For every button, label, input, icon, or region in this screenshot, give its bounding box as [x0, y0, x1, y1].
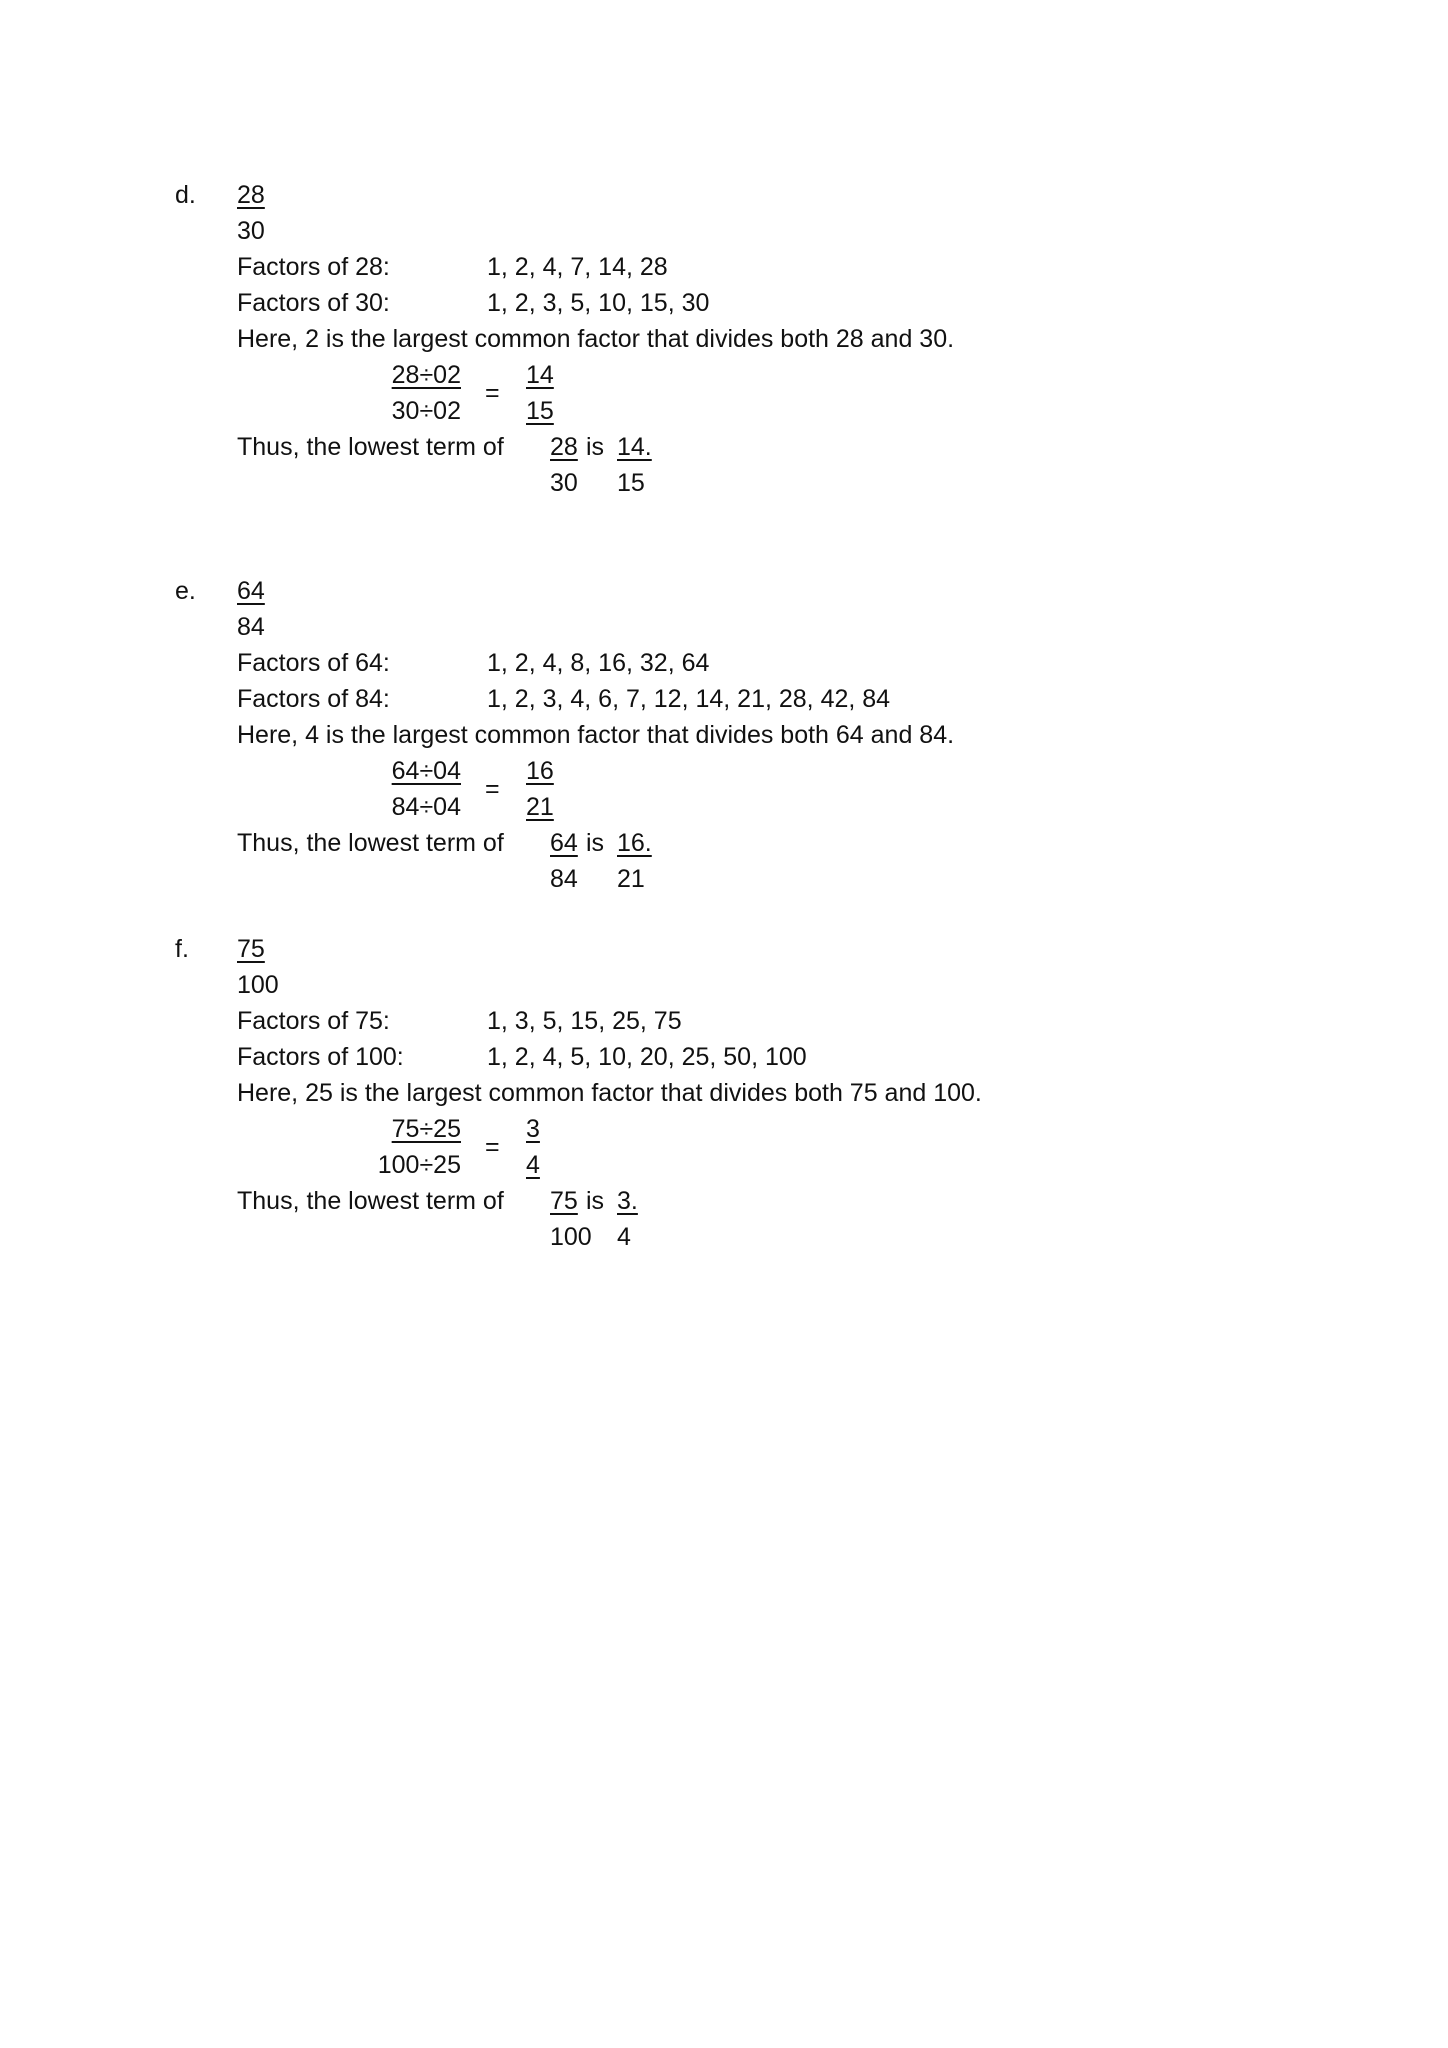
result-numerator: 3 — [526, 1115, 540, 1143]
factors-a-values: 1, 2, 4, 7, 14, 28 — [487, 253, 668, 281]
equals-sign: = — [485, 379, 500, 407]
factors-a-values: 1, 3, 5, 15, 25, 75 — [487, 1007, 682, 1035]
fraction-numerator: 64 — [237, 577, 265, 605]
result-denominator: 4 — [526, 1151, 540, 1179]
conclusion-denominator: 84 — [550, 865, 578, 893]
conclusion-is: is — [586, 829, 605, 857]
fraction-numerator: 75 — [237, 935, 265, 963]
gcf-statement: Here, 25 is the largest common factor that divides both 75 and 100. — [237, 1079, 982, 1107]
equals-sign: = — [485, 775, 500, 803]
conclusion-text: Thus, the lowest term of — [237, 433, 504, 461]
factors-b-values: 1, 2, 3, 4, 6, 7, 12, 14, 21, 28, 42, 84 — [487, 685, 891, 713]
conclusion-is: is — [586, 433, 605, 461]
gcf-statement: Here, 4 is the largest common factor that divides both 64 and 84. — [237, 721, 955, 749]
result-denominator: 21 — [526, 793, 554, 821]
division-numerator: 64÷04 — [391, 757, 461, 785]
final-numerator: 14. — [617, 433, 652, 461]
result-numerator: 14 — [526, 361, 554, 389]
factors-b-label: Factors of 30: — [237, 289, 390, 317]
fraction-denominator: 100 — [237, 971, 279, 999]
problem-f — [0, 931, 1448, 1291]
problem-label: e. — [175, 577, 196, 605]
factors-a-values: 1, 2, 4, 8, 16, 32, 64 — [487, 649, 710, 677]
result-denominator: 15 — [526, 397, 554, 425]
conclusion-denominator: 100 — [550, 1223, 592, 1251]
fraction-numerator: 28 — [237, 181, 265, 209]
factors-b-label: Factors of 100: — [237, 1043, 404, 1071]
gcf-statement: Here, 2 is the largest common factor that divides both 28 and 30. — [237, 325, 955, 353]
division-denominator: 30÷02 — [391, 397, 461, 425]
conclusion-numerator: 64 — [550, 829, 578, 857]
factors-a-label: Factors of 75: — [237, 1007, 390, 1035]
conclusion-numerator: 75 — [550, 1187, 578, 1215]
equals-sign: = — [485, 1133, 500, 1161]
fraction-denominator: 84 — [237, 613, 265, 641]
factors-b-label: Factors of 84: — [237, 685, 390, 713]
final-denominator: 15 — [617, 469, 645, 497]
conclusion-numerator: 28 — [550, 433, 578, 461]
final-numerator: 3. — [617, 1187, 638, 1215]
problem-label: f. — [175, 935, 189, 963]
final-numerator: 16. — [617, 829, 652, 857]
division-numerator: 28÷02 — [391, 361, 461, 389]
division-numerator: 75÷25 — [391, 1115, 461, 1143]
division-denominator: 100÷25 — [377, 1151, 461, 1179]
final-denominator: 4 — [617, 1223, 631, 1251]
conclusion-text: Thus, the lowest term of — [237, 1187, 504, 1215]
problem-d — [0, 177, 1448, 537]
final-denominator: 21 — [617, 865, 645, 893]
fraction-denominator: 30 — [237, 217, 265, 245]
factors-a-label: Factors of 28: — [237, 253, 390, 281]
factors-b-values: 1, 2, 3, 5, 10, 15, 30 — [487, 289, 710, 317]
conclusion-is: is — [586, 1187, 605, 1215]
conclusion-denominator: 30 — [550, 469, 578, 497]
factors-a-label: Factors of 64: — [237, 649, 390, 677]
factors-b-values: 1, 2, 4, 5, 10, 20, 25, 50, 100 — [487, 1043, 807, 1071]
conclusion-text: Thus, the lowest term of — [237, 829, 504, 857]
division-denominator: 84÷04 — [391, 793, 461, 821]
result-numerator: 16 — [526, 757, 554, 785]
problem-e — [0, 573, 1448, 933]
problem-label: d. — [175, 181, 196, 209]
